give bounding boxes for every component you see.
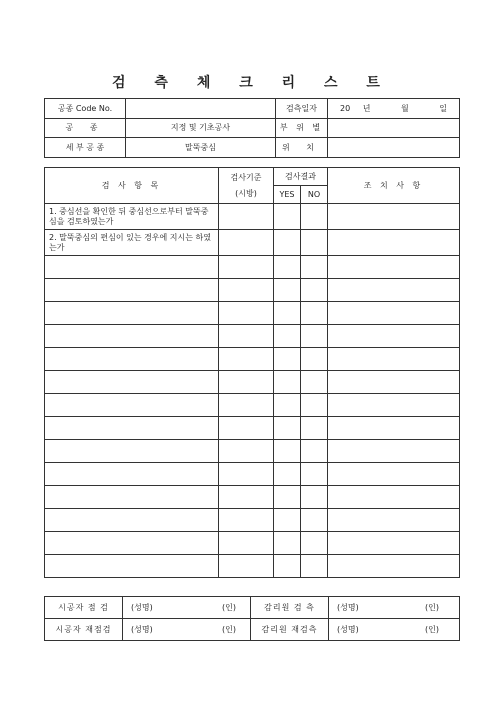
cell-action[interactable] (328, 204, 460, 230)
checklist-row-empty (45, 417, 460, 440)
checklist-item-2: 2. 말뚝중심의 편심이 있는 경우에 지시는 하였는가 (45, 230, 219, 256)
col-header-no: NO (301, 186, 328, 204)
seal-placeholder: (인) (425, 625, 439, 634)
checklist-item-1: 1. 중심선을 확인한 뒤 중심선으로부터 말뚝중심을 검토하였는가 (45, 204, 219, 230)
col-header-yes: YES (274, 186, 301, 204)
checklist-table (44, 167, 460, 578)
value-work-type[interactable]: 지정 및 기초공사 (126, 118, 276, 138)
checklist-row-empty (45, 532, 460, 555)
label-part: 부 위 별 (276, 118, 328, 138)
checklist-row-empty (45, 440, 460, 463)
cell-standard[interactable] (219, 204, 274, 230)
cell-yes[interactable] (274, 204, 301, 230)
value-part[interactable] (328, 118, 460, 138)
date-year: 년 (362, 103, 371, 113)
signature-table (44, 596, 460, 641)
header-row-sub-work-type (45, 138, 460, 158)
value-sub-work-type[interactable]: 말뚝중심 (126, 138, 276, 158)
cell-action[interactable] (328, 230, 460, 256)
label-code-no: 공종 Code No. (45, 99, 126, 119)
name-placeholder: (성명) (337, 625, 359, 634)
signature-row-recheck (45, 619, 460, 641)
col-header-standard-line2: (시방) (235, 189, 257, 198)
value-inspection-date[interactable] (328, 99, 460, 119)
name-placeholder: (성명) (131, 603, 153, 612)
checklist-row-empty (45, 394, 460, 417)
header-row-code (45, 99, 460, 119)
checklist-row-empty (45, 348, 460, 371)
signature-row-check (45, 597, 460, 619)
checklist-row (45, 204, 460, 230)
checklist-row-empty (45, 463, 460, 486)
seal-placeholder: (인) (222, 625, 236, 634)
header-row-work-type (45, 118, 460, 138)
date-prefix: 20 (339, 103, 351, 113)
name-placeholder: (성명) (337, 603, 359, 612)
label-work-type: 공 종 (45, 118, 126, 138)
cell-standard[interactable] (219, 230, 274, 256)
col-header-item: 검 사 항 목 (45, 168, 219, 204)
header-table (44, 98, 460, 158)
checklist-row-empty (45, 555, 460, 578)
cell-yes[interactable] (274, 230, 301, 256)
label-supervisor-inspection: 감리원 검 측 (251, 597, 329, 619)
col-header-standard (219, 168, 274, 204)
label-location: 위 치 (276, 138, 328, 158)
name-placeholder: (성명) (131, 625, 153, 634)
label-inspection-date: 검측일자 (276, 99, 328, 119)
col-header-action: 조 치 사 항 (328, 168, 460, 204)
checklist-row-empty (45, 509, 460, 532)
date-month: 월 (401, 103, 409, 113)
supervisor-inspection-signature[interactable] (329, 597, 460, 619)
label-sub-work-type: 세 부 공 종 (45, 138, 126, 158)
label-supervisor-reinspection: 감리원 재검측 (251, 619, 329, 641)
value-location[interactable] (328, 138, 460, 158)
contractor-recheck-signature[interactable] (123, 619, 251, 641)
contractor-check-signature[interactable] (123, 597, 251, 619)
label-contractor-recheck: 시공자 재점검 (45, 619, 123, 641)
col-header-result: 검사결과 (274, 168, 328, 186)
checklist-row-empty (45, 486, 460, 509)
supervisor-reinspection-signature[interactable] (329, 619, 460, 641)
checklist-row-empty (45, 371, 460, 394)
date-day: 일 (439, 103, 448, 113)
checklist-row-empty (45, 325, 460, 348)
col-header-standard-line1: 검사기준 (230, 173, 262, 182)
checklist-row-empty (45, 256, 460, 279)
value-code-no[interactable] (126, 99, 276, 119)
document-title: 검 측 체 크 리 스 트 (112, 75, 392, 91)
checklist-row-empty (45, 279, 460, 302)
cell-no[interactable] (301, 204, 328, 230)
checklist-row (45, 230, 460, 256)
seal-placeholder: (인) (425, 603, 439, 612)
seal-placeholder: (인) (222, 603, 236, 612)
cell-no[interactable] (301, 230, 328, 256)
label-contractor-check: 시공자 점 검 (45, 597, 123, 619)
checklist-row-empty (45, 302, 460, 325)
